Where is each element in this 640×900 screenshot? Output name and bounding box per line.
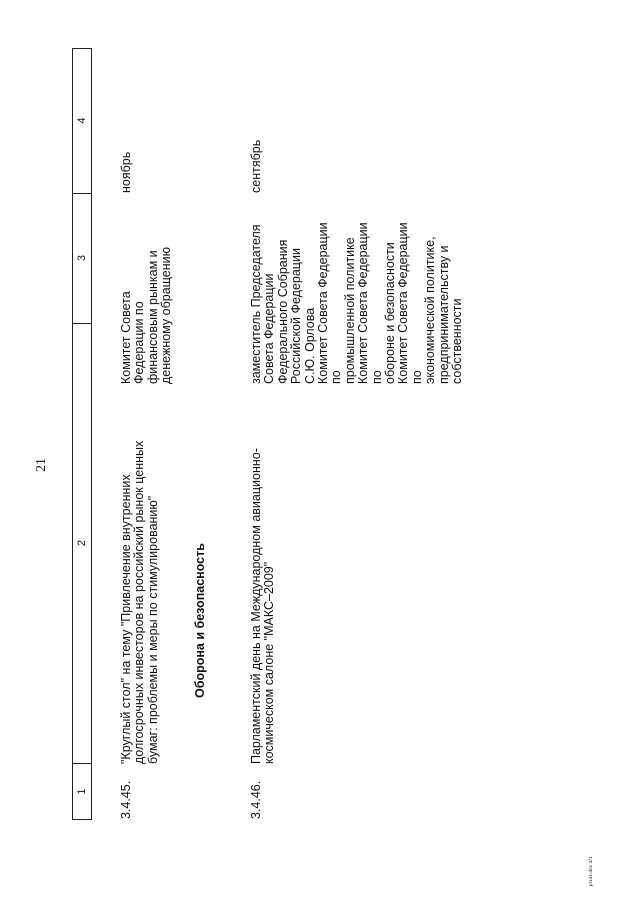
column-number-2: 2 xyxy=(73,323,91,764)
row-responsible xyxy=(250,209,465,384)
column-number-4: 4 xyxy=(73,48,91,194)
description-line: "Круглый стол" на тему "Привлечение внутренних xyxy=(119,474,133,764)
row-number: 3.4.45. xyxy=(119,780,133,819)
column-number-header xyxy=(72,48,92,820)
responsible-line: обороне и безопасности xyxy=(383,242,398,384)
column-number-1: 1 xyxy=(76,788,88,795)
column-number-3: 3 xyxy=(73,193,91,324)
responsible-line: собственности xyxy=(450,298,465,384)
responsible-line: Комитет Совета Федерации по xyxy=(396,222,424,384)
responsible-line: денежному обращению xyxy=(159,246,174,384)
responsible-line: предпринимательству и xyxy=(436,245,451,384)
footer-file-tag: pl144.doc 4/1 xyxy=(588,856,593,886)
row-date: ноябрь xyxy=(119,151,133,193)
description-line: бумаг: проблемы и меры по стимулированию" xyxy=(145,495,160,764)
description-line: космическом салоне "МАКС–2009" xyxy=(262,561,277,764)
responsible-line: промышленной политике xyxy=(342,237,357,384)
row-number: 3.4.46. xyxy=(249,780,263,819)
row-responsible xyxy=(120,224,174,384)
row-description xyxy=(250,324,277,764)
responsible-line: Комитет Совета Федерации по xyxy=(316,222,344,384)
description-line: Парламентский день на Международном авиационно- xyxy=(249,448,263,764)
responsible-line: экономической политике, xyxy=(423,236,438,384)
responsible-line: заместитель Председателя xyxy=(249,224,263,384)
row-description xyxy=(120,324,160,764)
section-heading: Оборона и безопасность xyxy=(193,543,207,698)
responsible-line: Федерального Собрания xyxy=(275,239,290,384)
responsible-line: С.Ю. Орлова xyxy=(302,307,317,384)
responsible-line: Российской Федерации xyxy=(289,248,304,384)
responsible-line: Комитет Совета Федерации по xyxy=(119,291,147,384)
responsible-line: финансовым рынкам и xyxy=(145,250,160,384)
row-date: сентябрь xyxy=(249,139,263,193)
responsible-line: Комитет Совета Федерации по xyxy=(356,222,384,384)
page-number: 21 xyxy=(34,458,49,472)
responsible-line: Совета Федерации xyxy=(262,273,277,384)
description-line: долгосрочных инвесторов на российский рынок ценных xyxy=(132,440,147,764)
